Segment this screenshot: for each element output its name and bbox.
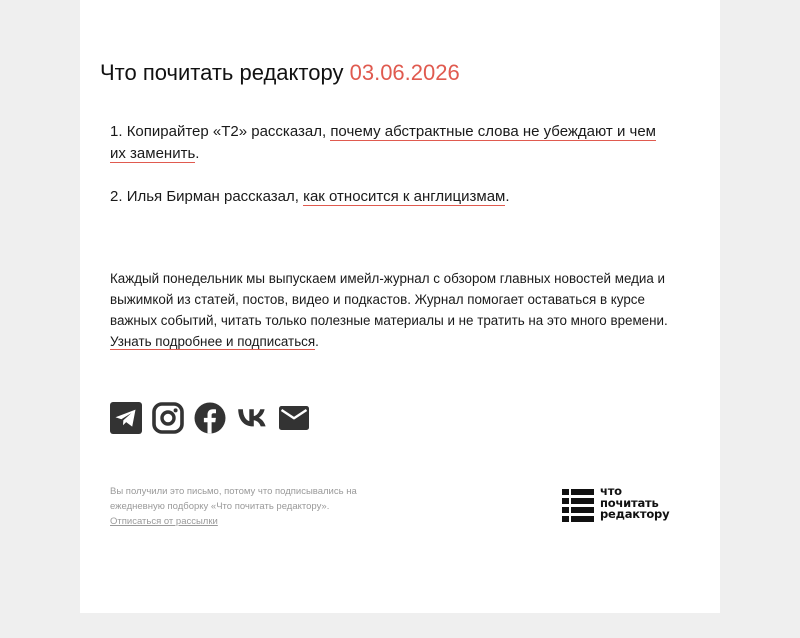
logo-line: что xyxy=(600,484,622,498)
list-item xyxy=(110,121,670,165)
telegram-icon xyxy=(110,402,142,434)
vk-icon xyxy=(236,402,268,434)
logo-line: редактору xyxy=(600,507,670,521)
instagram-icon xyxy=(152,402,184,434)
brand-logo xyxy=(562,484,692,524)
description-end: . xyxy=(315,334,319,349)
subscribe-link[interactable]: Узнать подробнее и подписаться xyxy=(110,334,316,349)
item-end: . xyxy=(195,145,200,162)
article-link[interactable]: почему абстрактные слова не убеждают и чем их заменить xyxy=(110,123,656,162)
page-title xyxy=(100,58,460,88)
article-link[interactable]: как относится к англицизмам xyxy=(303,188,506,205)
facebook-icon xyxy=(194,402,226,434)
footer-text: Вы получили это письмо, потому что подписывались на ежедневную подборку «Что почитать редактору». xyxy=(110,486,357,512)
telegram-link[interactable] xyxy=(110,402,142,434)
email-icon xyxy=(278,402,310,434)
item-end: . xyxy=(505,188,510,205)
email-link[interactable] xyxy=(278,402,310,434)
vk-link[interactable] xyxy=(236,402,268,434)
item-number: 1. xyxy=(110,123,123,140)
logo-wordmark xyxy=(600,486,669,521)
item-text: Копирайтер «Т2» рассказал, xyxy=(126,123,327,140)
article-list xyxy=(110,121,670,208)
issue-date: 03.06.2026 xyxy=(349,60,460,85)
title-text: Что почитать редактору xyxy=(100,60,344,85)
instagram-link[interactable] xyxy=(152,402,184,434)
facebook-link[interactable] xyxy=(194,402,226,434)
logo-mark-icon xyxy=(562,489,594,522)
list-item xyxy=(110,186,670,208)
description-text: Каждый понедельник мы выпускаем имейл-журнал с обзором главных новостей медиа и выжимкой из статей, постов, видео и подкастов. Журнал помогает оставаться в курсе важных событий, читать только полезные материалы и не тратить на это много времени. xyxy=(110,271,668,328)
item-number: 2. xyxy=(110,188,123,205)
email-card xyxy=(80,0,720,613)
social-links xyxy=(110,402,310,434)
newsletter-description xyxy=(110,268,695,352)
unsubscribe-link[interactable]: Отписаться от рассылки xyxy=(110,516,218,527)
footer-note xyxy=(110,484,395,529)
logo-line: почитать xyxy=(600,495,659,510)
item-text: Илья Бирман рассказал, xyxy=(126,188,299,205)
